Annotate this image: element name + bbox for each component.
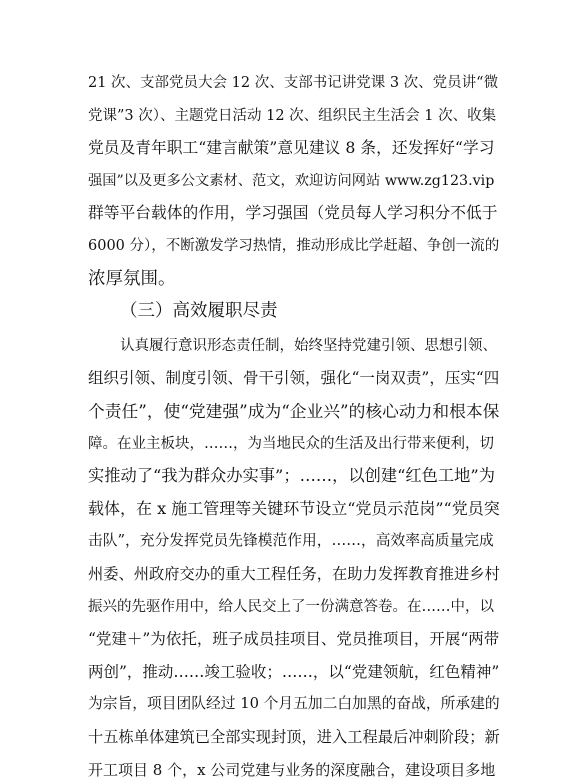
paragraph-line: 认真履行意识形态责任制，始终坚持党建引领、思想引领、 <box>120 338 497 354</box>
paragraph-line: 党课”3 次）、主题党日活动 12 次、组织民主生活会 1 次、收集 <box>88 108 497 124</box>
paragraph-line: 党员及青年职工“建言献策”意见建议 8 条，还发挥好“学习 <box>88 138 495 157</box>
paragraph-line: 6000 分），不断激发学习热情，推动形成比学赶超、争创一流的 <box>88 238 500 254</box>
paragraph-line: 振兴的先驱作用中，给人民交上了一份满意答卷。在……中，以 <box>88 599 494 615</box>
paragraph-line: 击队”，充分发挥党员先锋模范作用，……，高效率高质量完成 <box>88 532 494 549</box>
paragraph-line: 十五栋单体建筑已全部实现封顶，进入工程最后冲刺阶段；新 <box>88 728 500 746</box>
paragraph-line: 群等平台载体的作用，学习强国（党员每人学习积分不低于 <box>88 203 498 222</box>
paragraph-line: 州委、州政府交办的重大工程任务，在助力发挥教育推进乡村 <box>88 565 500 583</box>
paragraph-line: 实推动了“我为群众办实事”；……，以创建“红色工地”为 <box>88 466 495 485</box>
paragraph-line: 开工项目 8 个，x 公司党建与业务的深度融合，建设项目多地 <box>88 761 496 779</box>
paragraph-line: 为宗旨，项目团队经过 10 个月五加二白加黑的奋战，所承建的 <box>88 695 500 712</box>
paragraph-line: 组织引领、制度引领、骨干引领，强化“一岗双责”，压实“四 <box>88 369 500 387</box>
paragraph-line: 个责任”，使“党建强”成为“企业兴”的核心动力和根本保 <box>88 401 500 421</box>
paragraph-line: 障。在业主板块，……，为当地民众的生活及出行带来便利，切 <box>88 436 494 452</box>
section-heading: （三）高效履职尽责 <box>120 301 278 321</box>
paragraph-line: 强国”以及更多公文素材、范文，欢迎访问网站 www.zg123.vip <box>88 173 495 189</box>
paragraph-line: 21 次、支部党员大会 12 次、支部书记讲党课 3 次、党员讲“微 <box>88 75 499 91</box>
paragraph-line: 浓厚氛围。 <box>88 269 176 289</box>
paragraph-line: “党建＋”为依托，班子成员挂项目、党员推项目，开展“两带 <box>88 630 500 648</box>
paragraph-line: 两创”，推动……竣工验收；……，以“党建领航，红色精神” <box>88 663 500 681</box>
paragraph-line: 载体，在 x 施工管理等关键环节设立“党员示范岗”“党员突 <box>88 499 500 518</box>
